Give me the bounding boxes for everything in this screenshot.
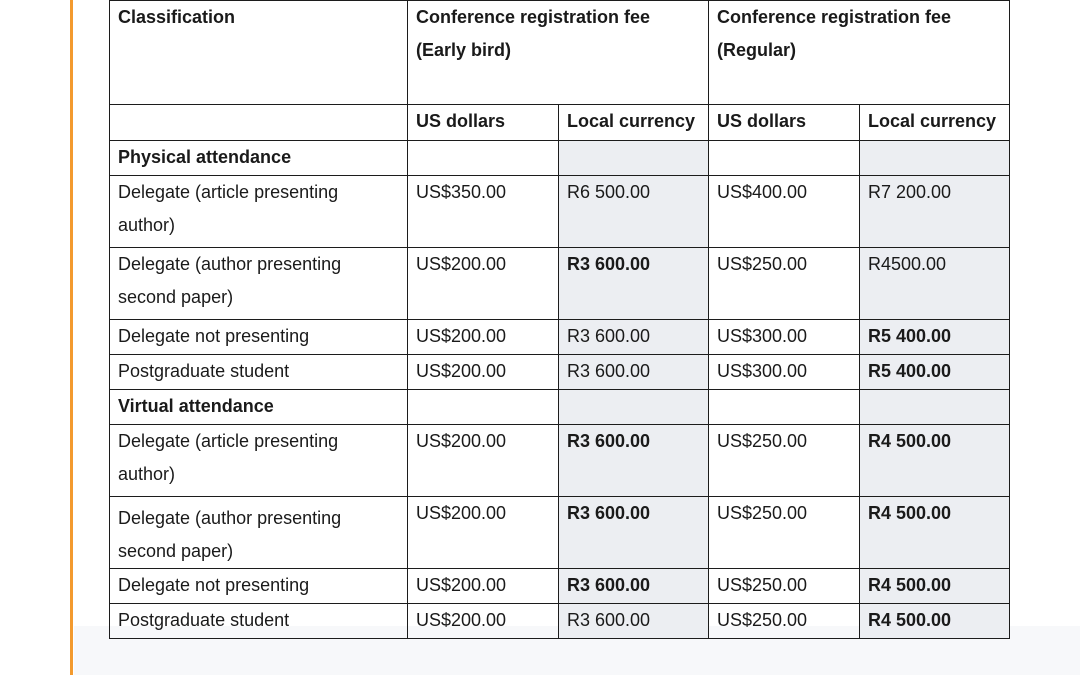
early-bird-usd: US$200.00 xyxy=(408,425,559,497)
early-bird-local: R3 600.00 xyxy=(559,248,709,320)
table-row xyxy=(110,176,1010,248)
regular-local: R4 500.00 xyxy=(860,569,1010,604)
table-header-row xyxy=(110,1,1010,105)
registration-fee-table xyxy=(109,0,1010,639)
section-row-virtual xyxy=(110,390,1010,425)
regular-usd: US$250.00 xyxy=(709,569,860,604)
table-row xyxy=(110,248,1010,320)
table-row xyxy=(110,355,1010,390)
row-label: Delegate (author presenting second paper) xyxy=(110,248,408,320)
regular-header xyxy=(709,1,1010,105)
regular-local: R4 500.00 xyxy=(860,425,1010,497)
early-bird-local: R3 600.00 xyxy=(559,497,709,569)
empty-cell xyxy=(559,141,709,176)
early-bird-usd: US$200.00 xyxy=(408,604,559,639)
table-row xyxy=(110,604,1010,639)
local-currency-header-regular: Local currency xyxy=(860,105,1010,141)
empty-cell xyxy=(860,141,1010,176)
section-row-physical xyxy=(110,141,1010,176)
us-dollars-header-regular: US dollars xyxy=(709,105,860,141)
local-currency-header-early: Local currency xyxy=(559,105,709,141)
regular-header-line1: Conference registration fee xyxy=(717,7,952,27)
regular-usd: US$300.00 xyxy=(709,355,860,390)
early-bird-local: R3 600.00 xyxy=(559,425,709,497)
early-bird-usd: US$200.00 xyxy=(408,320,559,355)
empty-cell xyxy=(408,141,559,176)
early-bird-local: R3 600.00 xyxy=(559,604,709,639)
table-row xyxy=(110,497,1010,569)
regular-usd: US$250.00 xyxy=(709,248,860,320)
regular-local: R5 400.00 xyxy=(860,355,1010,390)
empty-cell xyxy=(860,390,1010,425)
table-row xyxy=(110,569,1010,604)
section-label-physical: Physical attendance xyxy=(110,141,408,176)
empty-cell xyxy=(559,390,709,425)
row-label: Delegate not presenting xyxy=(110,320,408,355)
early-bird-local: R3 600.00 xyxy=(559,320,709,355)
table-row xyxy=(110,425,1010,497)
accent-margin-line xyxy=(70,0,73,675)
row-label: Delegate (article presenting author) xyxy=(110,425,408,497)
empty-cell xyxy=(709,141,860,176)
regular-header-line2: (Regular) xyxy=(717,40,797,60)
row-label: Delegate not presenting xyxy=(110,569,408,604)
table-row xyxy=(110,320,1010,355)
early-bird-usd: US$200.00 xyxy=(408,355,559,390)
early-bird-usd: US$200.00 xyxy=(408,248,559,320)
empty-cell xyxy=(709,390,860,425)
us-dollars-header-early: US dollars xyxy=(408,105,559,141)
early-bird-usd: US$200.00 xyxy=(408,497,559,569)
regular-local: R5 400.00 xyxy=(860,320,1010,355)
early-bird-usd: US$200.00 xyxy=(408,569,559,604)
early-bird-header-line2: (Early bird) xyxy=(416,40,512,60)
regular-usd: US$250.00 xyxy=(709,425,860,497)
regular-local: R4500.00 xyxy=(860,248,1010,320)
regular-local: R4 500.00 xyxy=(860,604,1010,639)
classification-header: Classification xyxy=(110,1,408,105)
regular-usd: US$400.00 xyxy=(709,176,860,248)
row-label: Delegate (article presenting author) xyxy=(110,176,408,248)
early-bird-local: R3 600.00 xyxy=(559,569,709,604)
regular-local: R4 500.00 xyxy=(860,497,1010,569)
early-bird-header xyxy=(408,1,709,105)
row-label: Delegate (author presenting second paper) xyxy=(110,497,408,569)
row-label: Postgraduate student xyxy=(110,604,408,639)
subheader-empty-cell xyxy=(110,105,408,141)
regular-local: R7 200.00 xyxy=(860,176,1010,248)
empty-cell xyxy=(408,390,559,425)
regular-usd: US$250.00 xyxy=(709,497,860,569)
early-bird-usd: US$350.00 xyxy=(408,176,559,248)
early-bird-local: R3 600.00 xyxy=(559,355,709,390)
section-label-virtual: Virtual attendance xyxy=(110,390,408,425)
regular-usd: US$250.00 xyxy=(709,604,860,639)
row-label: Postgraduate student xyxy=(110,355,408,390)
early-bird-header-line1: Conference registration fee xyxy=(416,7,651,27)
early-bird-local: R6 500.00 xyxy=(559,176,709,248)
regular-usd: US$300.00 xyxy=(709,320,860,355)
currency-subheader-row xyxy=(110,105,1010,141)
